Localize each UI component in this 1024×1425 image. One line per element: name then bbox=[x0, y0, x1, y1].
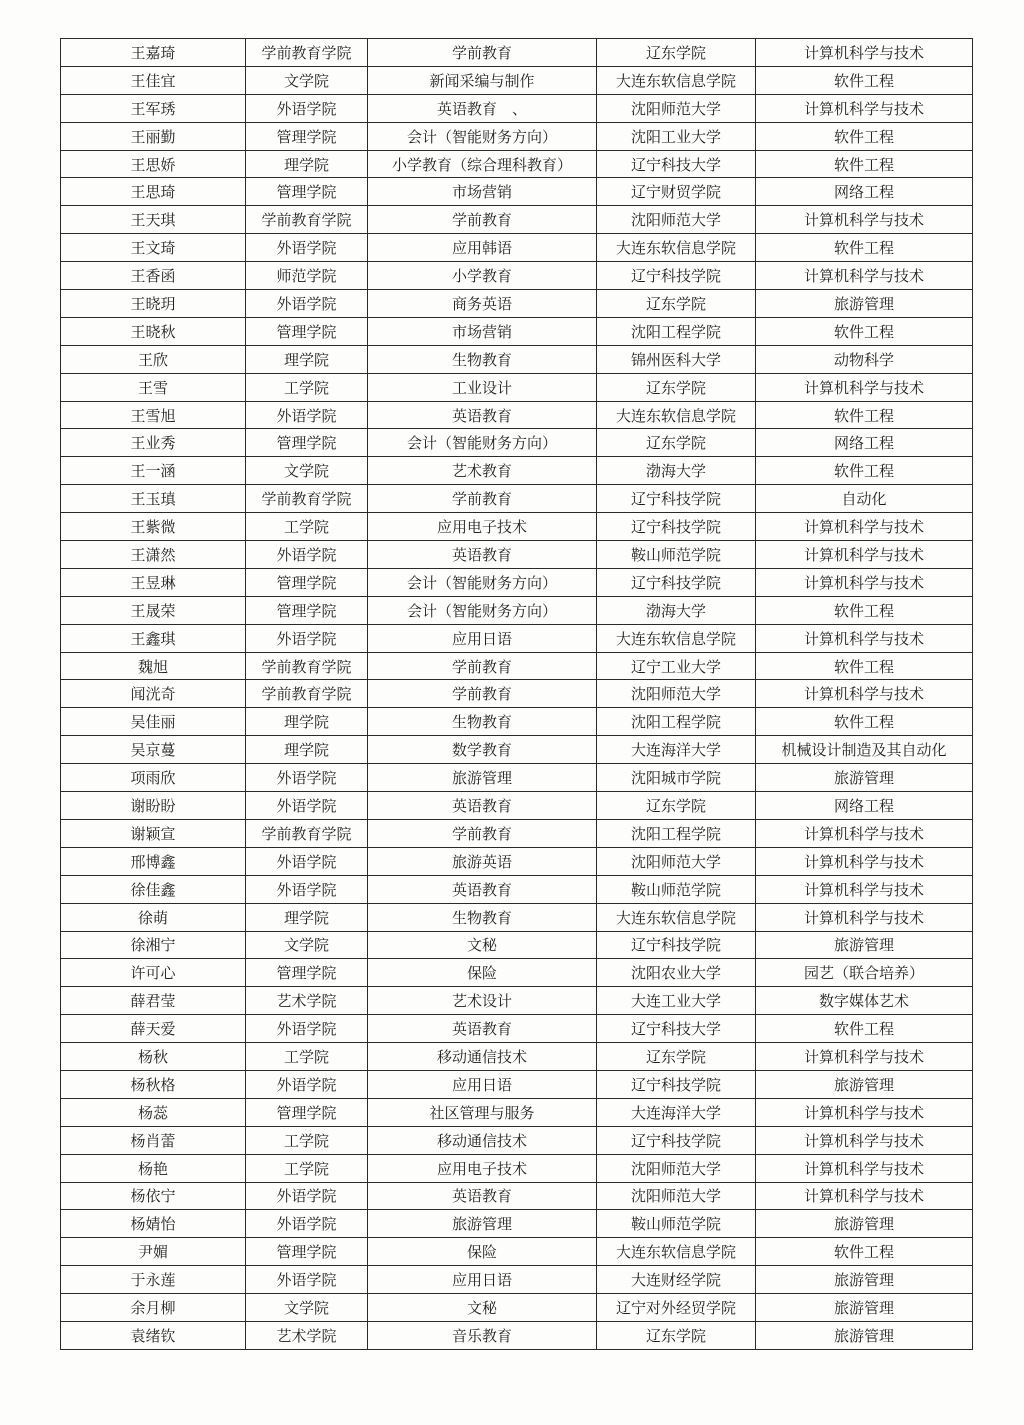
table-row bbox=[61, 485, 973, 513]
cell-original-major: 会计（智能财务方向） bbox=[368, 568, 597, 596]
cell-target-university: 大连工业大学 bbox=[597, 987, 756, 1015]
table-row bbox=[61, 94, 973, 122]
cell-target-university: 辽宁科技学院 bbox=[597, 1126, 756, 1154]
cell-college: 文学院 bbox=[246, 1294, 368, 1322]
cell-college: 理学院 bbox=[246, 345, 368, 373]
cell-name: 杨肖蕾 bbox=[61, 1126, 246, 1154]
cell-name: 邢博鑫 bbox=[61, 847, 246, 875]
cell-college: 外语学院 bbox=[246, 401, 368, 429]
table-row bbox=[61, 708, 973, 736]
cell-name: 于永莲 bbox=[61, 1266, 246, 1294]
cell-original-major: 保险 bbox=[368, 1238, 597, 1266]
cell-target-university: 辽东学院 bbox=[597, 290, 756, 318]
cell-original-major: 生物教育 bbox=[368, 345, 597, 373]
cell-college: 外语学院 bbox=[246, 792, 368, 820]
cell-original-major: 应用电子技术 bbox=[368, 1154, 597, 1182]
cell-name: 谢颖宣 bbox=[61, 819, 246, 847]
cell-target-university: 辽宁科技学院 bbox=[597, 262, 756, 290]
cell-target-university: 大连东软信息学院 bbox=[597, 66, 756, 94]
cell-college: 管理学院 bbox=[246, 959, 368, 987]
cell-original-major: 小学教育（综合理科教育） bbox=[368, 150, 597, 178]
cell-target-university: 辽宁科技学院 bbox=[597, 568, 756, 596]
cell-name: 项雨欣 bbox=[61, 764, 246, 792]
cell-target-university: 沈阳师范大学 bbox=[597, 1154, 756, 1182]
cell-college: 外语学院 bbox=[246, 847, 368, 875]
cell-college: 工学院 bbox=[246, 1154, 368, 1182]
cell-college: 学前教育学院 bbox=[246, 680, 368, 708]
cell-target-university: 辽宁科技学院 bbox=[597, 931, 756, 959]
cell-original-major: 英语教育 bbox=[368, 1015, 597, 1043]
cell-target-university: 鞍山师范学院 bbox=[597, 1210, 756, 1238]
cell-college: 管理学院 bbox=[246, 429, 368, 457]
cell-college: 学前教育学院 bbox=[246, 485, 368, 513]
cell-college: 文学院 bbox=[246, 931, 368, 959]
table-row bbox=[61, 959, 973, 987]
table-row bbox=[61, 178, 973, 206]
table-row bbox=[61, 819, 973, 847]
cell-name: 徐佳鑫 bbox=[61, 875, 246, 903]
cell-original-major: 艺术教育 bbox=[368, 457, 597, 485]
cell-original-major: 英语教育 bbox=[368, 401, 597, 429]
cell-target-major: 计算机科学与技术 bbox=[756, 513, 973, 541]
cell-college: 管理学院 bbox=[246, 596, 368, 624]
cell-target-major: 旅游管理 bbox=[756, 931, 973, 959]
table-row bbox=[61, 457, 973, 485]
cell-target-university: 辽宁科技学院 bbox=[597, 513, 756, 541]
cell-name: 许可心 bbox=[61, 959, 246, 987]
cell-target-major: 自动化 bbox=[756, 485, 973, 513]
cell-target-major: 软件工程 bbox=[756, 317, 973, 345]
table-row bbox=[61, 401, 973, 429]
cell-name: 王欣 bbox=[61, 345, 246, 373]
cell-target-university: 辽宁科技学院 bbox=[597, 1070, 756, 1098]
table-row bbox=[61, 66, 973, 94]
table-row bbox=[61, 373, 973, 401]
table-row bbox=[61, 206, 973, 234]
cell-name: 杨婧怡 bbox=[61, 1210, 246, 1238]
cell-target-university: 辽东学院 bbox=[597, 1043, 756, 1071]
cell-original-major: 工业设计 bbox=[368, 373, 597, 401]
cell-target-major: 网络工程 bbox=[756, 429, 973, 457]
table-row bbox=[61, 1238, 973, 1266]
table-row bbox=[61, 764, 973, 792]
cell-original-major: 学前教育 bbox=[368, 485, 597, 513]
cell-name: 王思娇 bbox=[61, 150, 246, 178]
cell-target-major: 软件工程 bbox=[756, 1238, 973, 1266]
cell-original-major: 应用电子技术 bbox=[368, 513, 597, 541]
cell-name: 余月柳 bbox=[61, 1294, 246, 1322]
table-row bbox=[61, 541, 973, 569]
cell-target-major: 软件工程 bbox=[756, 401, 973, 429]
cell-name: 王雪 bbox=[61, 373, 246, 401]
cell-target-university: 沈阳师范大学 bbox=[597, 1182, 756, 1210]
table-row bbox=[61, 513, 973, 541]
cell-name: 谢盼盼 bbox=[61, 792, 246, 820]
table-row bbox=[61, 39, 973, 67]
cell-target-university: 沈阳师范大学 bbox=[597, 847, 756, 875]
cell-college: 外语学院 bbox=[246, 234, 368, 262]
cell-target-university: 大连海洋大学 bbox=[597, 736, 756, 764]
cell-college: 师范学院 bbox=[246, 262, 368, 290]
table-body bbox=[61, 39, 973, 1350]
cell-target-university: 沈阳工业大学 bbox=[597, 122, 756, 150]
cell-original-major: 英语教育 bbox=[368, 792, 597, 820]
cell-name: 杨艳 bbox=[61, 1154, 246, 1182]
cell-original-major: 应用日语 bbox=[368, 1266, 597, 1294]
cell-college: 外语学院 bbox=[246, 290, 368, 318]
cell-name: 王鑫琪 bbox=[61, 624, 246, 652]
cell-original-major: 文秘 bbox=[368, 931, 597, 959]
table-row bbox=[61, 931, 973, 959]
cell-target-major: 计算机科学与技术 bbox=[756, 262, 973, 290]
table-row bbox=[61, 875, 973, 903]
cell-target-major: 旅游管理 bbox=[756, 290, 973, 318]
cell-target-university: 辽宁科技大学 bbox=[597, 150, 756, 178]
cell-college: 工学院 bbox=[246, 373, 368, 401]
cell-target-major: 计算机科学与技术 bbox=[756, 1043, 973, 1071]
cell-target-major: 旅游管理 bbox=[756, 1294, 973, 1322]
cell-name: 杨秋 bbox=[61, 1043, 246, 1071]
cell-name: 王晓玥 bbox=[61, 290, 246, 318]
cell-name: 王军琇 bbox=[61, 94, 246, 122]
cell-college: 外语学院 bbox=[246, 541, 368, 569]
table-row bbox=[61, 1126, 973, 1154]
cell-original-major: 市场营销 bbox=[368, 178, 597, 206]
cell-target-major: 计算机科学与技术 bbox=[756, 1154, 973, 1182]
cell-college: 学前教育学院 bbox=[246, 819, 368, 847]
cell-target-university: 辽东学院 bbox=[597, 792, 756, 820]
cell-target-major: 计算机科学与技术 bbox=[756, 206, 973, 234]
cell-target-major: 计算机科学与技术 bbox=[756, 624, 973, 652]
cell-original-major: 英语教育 、 bbox=[368, 94, 597, 122]
cell-target-university: 渤海大学 bbox=[597, 457, 756, 485]
cell-target-major: 计算机科学与技术 bbox=[756, 1126, 973, 1154]
cell-name: 魏旭 bbox=[61, 652, 246, 680]
cell-original-major: 学前教育 bbox=[368, 819, 597, 847]
cell-original-major: 文秘 bbox=[368, 1294, 597, 1322]
cell-college: 管理学院 bbox=[246, 568, 368, 596]
cell-target-university: 沈阳师范大学 bbox=[597, 680, 756, 708]
cell-original-major: 会计（智能财务方向） bbox=[368, 122, 597, 150]
cell-target-major: 旅游管理 bbox=[756, 1070, 973, 1098]
cell-name: 王丽勤 bbox=[61, 122, 246, 150]
cell-target-major: 计算机科学与技术 bbox=[756, 541, 973, 569]
cell-college: 管理学院 bbox=[246, 1098, 368, 1126]
cell-name: 王思琦 bbox=[61, 178, 246, 206]
cell-target-major: 计算机科学与技术 bbox=[756, 1182, 973, 1210]
cell-name: 杨蕊 bbox=[61, 1098, 246, 1126]
cell-college: 理学院 bbox=[246, 736, 368, 764]
cell-original-major: 旅游管理 bbox=[368, 1210, 597, 1238]
cell-college: 外语学院 bbox=[246, 1182, 368, 1210]
cell-target-major: 计算机科学与技术 bbox=[756, 903, 973, 931]
table-row bbox=[61, 568, 973, 596]
cell-target-university: 鞍山师范学院 bbox=[597, 541, 756, 569]
cell-original-major: 生物教育 bbox=[368, 708, 597, 736]
cell-target-major: 软件工程 bbox=[756, 122, 973, 150]
cell-target-university: 大连东软信息学院 bbox=[597, 234, 756, 262]
table-row bbox=[61, 150, 973, 178]
cell-college: 理学院 bbox=[246, 150, 368, 178]
cell-original-major: 应用日语 bbox=[368, 1070, 597, 1098]
cell-target-university: 锦州医科大学 bbox=[597, 345, 756, 373]
cell-name: 王昱琳 bbox=[61, 568, 246, 596]
cell-college: 管理学院 bbox=[246, 178, 368, 206]
cell-target-major: 计算机科学与技术 bbox=[756, 819, 973, 847]
cell-college: 文学院 bbox=[246, 66, 368, 94]
table-row bbox=[61, 1321, 973, 1349]
cell-college: 艺术学院 bbox=[246, 1321, 368, 1349]
table-row bbox=[61, 1015, 973, 1043]
cell-target-major: 计算机科学与技术 bbox=[756, 373, 973, 401]
cell-target-major: 园艺（联合培养） bbox=[756, 959, 973, 987]
cell-target-major: 计算机科学与技术 bbox=[756, 875, 973, 903]
cell-name: 王晟荣 bbox=[61, 596, 246, 624]
cell-name: 王嘉琦 bbox=[61, 39, 246, 67]
cell-name: 袁绪钦 bbox=[61, 1321, 246, 1349]
cell-target-university: 辽宁工业大学 bbox=[597, 652, 756, 680]
cell-original-major: 移动通信技术 bbox=[368, 1126, 597, 1154]
cell-target-major: 计算机科学与技术 bbox=[756, 568, 973, 596]
table-row bbox=[61, 652, 973, 680]
cell-target-university: 大连东软信息学院 bbox=[597, 1238, 756, 1266]
table-row bbox=[61, 1098, 973, 1126]
cell-name: 闻洸奇 bbox=[61, 680, 246, 708]
table-row bbox=[61, 596, 973, 624]
cell-original-major: 学前教育 bbox=[368, 652, 597, 680]
cell-college: 管理学院 bbox=[246, 122, 368, 150]
table-row bbox=[61, 1070, 973, 1098]
table-row bbox=[61, 122, 973, 150]
cell-original-major: 学前教育 bbox=[368, 206, 597, 234]
table-row bbox=[61, 1210, 973, 1238]
table-row bbox=[61, 624, 973, 652]
cell-name: 吴京蔓 bbox=[61, 736, 246, 764]
table-row bbox=[61, 317, 973, 345]
cell-name: 薛君莹 bbox=[61, 987, 246, 1015]
cell-original-major: 市场营销 bbox=[368, 317, 597, 345]
cell-original-major: 商务英语 bbox=[368, 290, 597, 318]
cell-college: 理学院 bbox=[246, 708, 368, 736]
cell-college: 外语学院 bbox=[246, 1266, 368, 1294]
cell-college: 管理学院 bbox=[246, 1238, 368, 1266]
cell-name: 尹媚 bbox=[61, 1238, 246, 1266]
cell-name: 王业秀 bbox=[61, 429, 246, 457]
cell-name: 王紫微 bbox=[61, 513, 246, 541]
cell-college: 外语学院 bbox=[246, 1070, 368, 1098]
cell-college: 工学院 bbox=[246, 1126, 368, 1154]
table-row bbox=[61, 1043, 973, 1071]
cell-target-university: 沈阳师范大学 bbox=[597, 206, 756, 234]
cell-target-university: 辽宁对外经贸学院 bbox=[597, 1294, 756, 1322]
cell-college: 外语学院 bbox=[246, 94, 368, 122]
cell-college: 文学院 bbox=[246, 457, 368, 485]
table-row bbox=[61, 290, 973, 318]
cell-original-major: 旅游英语 bbox=[368, 847, 597, 875]
table-row bbox=[61, 345, 973, 373]
cell-original-major: 生物教育 bbox=[368, 903, 597, 931]
cell-target-university: 辽东学院 bbox=[597, 39, 756, 67]
cell-college: 学前教育学院 bbox=[246, 206, 368, 234]
cell-original-major: 英语教育 bbox=[368, 875, 597, 903]
cell-target-university: 大连东软信息学院 bbox=[597, 624, 756, 652]
cell-target-major: 机械设计制造及其自动化 bbox=[756, 736, 973, 764]
cell-target-major: 数字媒体艺术 bbox=[756, 987, 973, 1015]
cell-name: 王香函 bbox=[61, 262, 246, 290]
cell-college: 艺术学院 bbox=[246, 987, 368, 1015]
table-row bbox=[61, 736, 973, 764]
cell-target-university: 沈阳师范大学 bbox=[597, 94, 756, 122]
cell-name: 王雪旭 bbox=[61, 401, 246, 429]
cell-target-university: 渤海大学 bbox=[597, 596, 756, 624]
cell-college: 学前教育学院 bbox=[246, 39, 368, 67]
cell-target-major: 旅游管理 bbox=[756, 764, 973, 792]
cell-target-major: 计算机科学与技术 bbox=[756, 680, 973, 708]
table-row bbox=[61, 1154, 973, 1182]
table-row bbox=[61, 234, 973, 262]
cell-name: 杨依宁 bbox=[61, 1182, 246, 1210]
cell-target-university: 大连海洋大学 bbox=[597, 1098, 756, 1126]
cell-target-university: 大连东软信息学院 bbox=[597, 903, 756, 931]
cell-target-university: 辽东学院 bbox=[597, 429, 756, 457]
cell-target-major: 动物科学 bbox=[756, 345, 973, 373]
table-row bbox=[61, 1182, 973, 1210]
cell-name: 杨秋格 bbox=[61, 1070, 246, 1098]
cell-original-major: 会计（智能财务方向） bbox=[368, 429, 597, 457]
cell-target-major: 旅游管理 bbox=[756, 1321, 973, 1349]
cell-name: 王玉瑱 bbox=[61, 485, 246, 513]
cell-target-university: 辽东学院 bbox=[597, 1321, 756, 1349]
cell-name: 王晓秋 bbox=[61, 317, 246, 345]
cell-target-major: 软件工程 bbox=[756, 150, 973, 178]
table-row bbox=[61, 680, 973, 708]
cell-original-major: 音乐教育 bbox=[368, 1321, 597, 1349]
table-row bbox=[61, 987, 973, 1015]
table-row bbox=[61, 792, 973, 820]
cell-target-major: 计算机科学与技术 bbox=[756, 94, 973, 122]
cell-college: 外语学院 bbox=[246, 875, 368, 903]
cell-target-major: 旅游管理 bbox=[756, 1210, 973, 1238]
cell-college: 管理学院 bbox=[246, 317, 368, 345]
cell-target-major: 软件工程 bbox=[756, 652, 973, 680]
cell-target-major: 计算机科学与技术 bbox=[756, 39, 973, 67]
cell-college: 外语学院 bbox=[246, 1210, 368, 1238]
cell-target-university: 沈阳城市学院 bbox=[597, 764, 756, 792]
cell-college: 外语学院 bbox=[246, 1015, 368, 1043]
cell-target-university: 沈阳农业大学 bbox=[597, 959, 756, 987]
cell-original-major: 学前教育 bbox=[368, 680, 597, 708]
cell-original-major: 英语教育 bbox=[368, 1182, 597, 1210]
cell-name: 王天琪 bbox=[61, 206, 246, 234]
cell-target-major: 软件工程 bbox=[756, 66, 973, 94]
cell-name: 王一涵 bbox=[61, 457, 246, 485]
cell-name: 王潇然 bbox=[61, 541, 246, 569]
cell-original-major: 移动通信技术 bbox=[368, 1043, 597, 1071]
cell-target-university: 鞍山师范学院 bbox=[597, 875, 756, 903]
table-row bbox=[61, 847, 973, 875]
cell-target-university: 大连东软信息学院 bbox=[597, 401, 756, 429]
cell-target-major: 网络工程 bbox=[756, 178, 973, 206]
cell-target-university: 辽宁科技大学 bbox=[597, 1015, 756, 1043]
cell-target-major: 软件工程 bbox=[756, 457, 973, 485]
cell-original-major: 学前教育 bbox=[368, 39, 597, 67]
cell-college: 工学院 bbox=[246, 1043, 368, 1071]
table-row bbox=[61, 262, 973, 290]
cell-name: 徐湘宁 bbox=[61, 931, 246, 959]
cell-college: 外语学院 bbox=[246, 764, 368, 792]
cell-original-major: 英语教育 bbox=[368, 541, 597, 569]
cell-target-major: 软件工程 bbox=[756, 1015, 973, 1043]
cell-original-major: 小学教育 bbox=[368, 262, 597, 290]
cell-target-university: 沈阳工程学院 bbox=[597, 708, 756, 736]
table-row bbox=[61, 429, 973, 457]
cell-college: 理学院 bbox=[246, 903, 368, 931]
cell-target-university: 沈阳工程学院 bbox=[597, 317, 756, 345]
cell-target-university: 沈阳工程学院 bbox=[597, 819, 756, 847]
cell-target-major: 计算机科学与技术 bbox=[756, 1098, 973, 1126]
cell-name: 王佳宜 bbox=[61, 66, 246, 94]
cell-target-university: 辽宁科技学院 bbox=[597, 485, 756, 513]
cell-name: 吴佳丽 bbox=[61, 708, 246, 736]
cell-original-major: 应用韩语 bbox=[368, 234, 597, 262]
table-row bbox=[61, 903, 973, 931]
cell-target-major: 网络工程 bbox=[756, 792, 973, 820]
cell-original-major: 新闻采编与制作 bbox=[368, 66, 597, 94]
cell-original-major: 会计（智能财务方向） bbox=[368, 596, 597, 624]
cell-original-major: 旅游管理 bbox=[368, 764, 597, 792]
table-row bbox=[61, 1266, 973, 1294]
table-row bbox=[61, 1294, 973, 1322]
cell-college: 学前教育学院 bbox=[246, 652, 368, 680]
cell-target-major: 旅游管理 bbox=[756, 1266, 973, 1294]
cell-name: 王文琦 bbox=[61, 234, 246, 262]
cell-target-major: 计算机科学与技术 bbox=[756, 847, 973, 875]
cell-original-major: 数学教育 bbox=[368, 736, 597, 764]
cell-name: 徐萌 bbox=[61, 903, 246, 931]
cell-target-university: 辽宁财贸学院 bbox=[597, 178, 756, 206]
cell-target-major: 软件工程 bbox=[756, 596, 973, 624]
cell-target-major: 软件工程 bbox=[756, 234, 973, 262]
transfer-list-table bbox=[60, 38, 973, 1350]
cell-original-major: 艺术设计 bbox=[368, 987, 597, 1015]
cell-target-university: 辽东学院 bbox=[597, 373, 756, 401]
cell-original-major: 保险 bbox=[368, 959, 597, 987]
cell-original-major: 社区管理与服务 bbox=[368, 1098, 597, 1126]
cell-name: 薛天爱 bbox=[61, 1015, 246, 1043]
cell-target-university: 大连财经学院 bbox=[597, 1266, 756, 1294]
cell-college: 外语学院 bbox=[246, 624, 368, 652]
cell-original-major: 应用日语 bbox=[368, 624, 597, 652]
cell-target-major: 软件工程 bbox=[756, 708, 973, 736]
cell-college: 工学院 bbox=[246, 513, 368, 541]
